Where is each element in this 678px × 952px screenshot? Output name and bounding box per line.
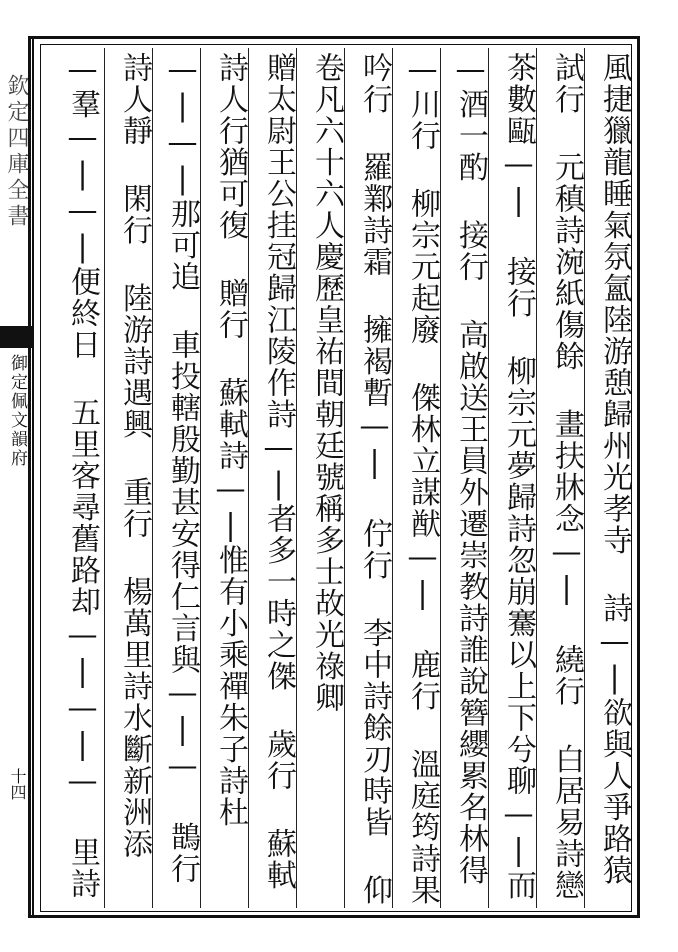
- text-column-2: 試行 元稹詩涴紙傷餘 畫扶牀念—| 繞行 白居易詩戀: [549, 52, 584, 901]
- text-column-4: —酒一酌 接行 高啟送王員外遷崇教詩誰說簪纓累名林得: [453, 52, 488, 886]
- margin-book-title: 御定佩文韻府: [7, 354, 27, 468]
- text-column-7: 卷凡六十六人慶歷皇祐間朝廷號稱多士故光祿卿: [309, 52, 344, 714]
- text-column-8: 贈太尉王公挂冠歸江陵作詩—|者多一時之傑 歲行 蘇軾: [261, 52, 296, 891]
- margin-collection-title: 欽定四庫全書: [4, 74, 29, 230]
- margin-page-number: 十四: [8, 768, 27, 800]
- text-column-10: —|—|那可追 車投轄殷勤甚安得仁言與—|— 鵲行: [165, 52, 200, 885]
- text-column-9: 詩人行猶可復 贈行 蘇軾詩—|惟有小乘禪朱子詩杜: [213, 52, 248, 828]
- text-column-12: —羣—|—|便終日 五里客尋舊路却—|—|— 里詩: [65, 52, 100, 900]
- text-column-1: 風捷獵龍睡氣氛氳陸游憩歸州光孝寺 詩—|欲與人爭路猿: [597, 52, 632, 886]
- text-column-11: 詩人靜 閑行 陸游詩遇興 重行 楊萬里詩水斷新洲添: [117, 52, 152, 860]
- text-column-6: 吟行 羅鄴詩霜 擁褐暫—| 佇行 李中詩餘刃時皆 仰: [357, 52, 392, 906]
- text-column-5: —川行 柳宗元起廢 傑林立謀猷—| 鹿行 溫庭筠詩果: [405, 52, 440, 906]
- text-column-3: 茶數甌—| 接行 柳宗元夢歸詩忽崩騫以上下兮聊—|而: [501, 52, 536, 901]
